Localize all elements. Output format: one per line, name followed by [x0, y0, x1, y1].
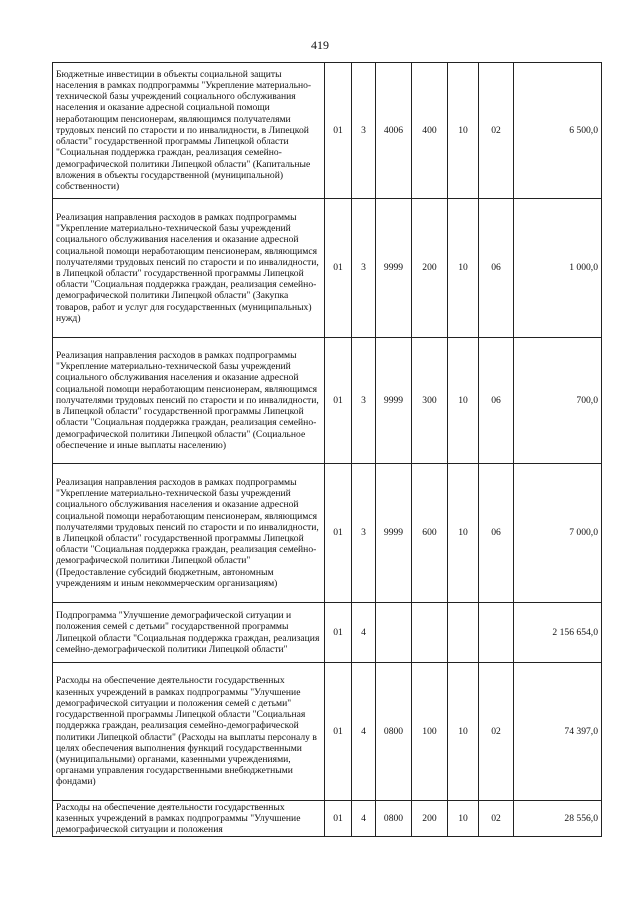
- budget-table: [52, 62, 602, 837]
- code-4: 200: [412, 801, 448, 837]
- code-6: [479, 603, 514, 663]
- code-6: 02: [479, 801, 514, 837]
- code-5: [448, 603, 479, 663]
- code-3: 9999: [376, 338, 412, 464]
- code-2: 4: [352, 663, 376, 801]
- row-description: Расходы на обеспечение деятельности государственных казенных учреждений в рамках подпрограммы "Улучшение демографической ситуации и положения: [53, 801, 325, 837]
- amount: 7 000,0: [514, 464, 602, 603]
- table-row: [53, 464, 602, 603]
- code-5: 10: [448, 338, 479, 464]
- code-1: 01: [325, 603, 352, 663]
- amount: 6 500,0: [514, 63, 602, 199]
- code-3: 0800: [376, 801, 412, 837]
- amount: 28 556,0: [514, 801, 602, 837]
- code-6: 02: [479, 663, 514, 801]
- amount: 74 397,0: [514, 663, 602, 801]
- code-2: 3: [352, 464, 376, 603]
- page-number: 419: [311, 38, 329, 52]
- code-4: 100: [412, 663, 448, 801]
- code-1: 01: [325, 338, 352, 464]
- row-description: Бюджетные инвестиции в объекты социальной защиты населения в рамках подпрограммы "Укрепление материально-технической базы учреждений социального обслуживания населения и оказание адресной социальной помощи неработающим пенсионерам, являющимся получателями трудовых пенсий по старости и по инвалидности, в Липецкой области" государственной программы Липецкой области "Социальная поддержка граждан, реализация семейно-демографической политики Липецкой области" (Капитальные вложения в объекты государственной (муниципальной) собственности): [53, 63, 325, 199]
- table-row: [53, 199, 602, 338]
- code-2: 3: [352, 338, 376, 464]
- code-4: 400: [412, 63, 448, 199]
- code-2: 3: [352, 63, 376, 199]
- code-3: [376, 603, 412, 663]
- row-description: Реализация направления расходов в рамках подпрограммы "Укрепление материально-технической базы учреждений социального обслуживания населения и оказание адресной социальной помощи неработающим пенсионерам, являющимся получателями трудовых пенсий по старости и по инвалидности, в Липецкой области" государственной программы Липецкой области "Социальная поддержка граждан, реализация семейно-демографической политики Липецкой области" (Предоставление субсидий бюджетным, автономным учреждениям и иным некоммерческим организациям): [53, 464, 325, 603]
- table-row: [53, 63, 602, 199]
- code-1: 01: [325, 464, 352, 603]
- code-6: 06: [479, 199, 514, 338]
- table-row: [53, 338, 602, 464]
- code-2: 4: [352, 801, 376, 837]
- code-1: 01: [325, 63, 352, 199]
- table-row: [53, 603, 602, 663]
- code-1: 01: [325, 663, 352, 801]
- code-4: 600: [412, 464, 448, 603]
- table-row: [53, 801, 602, 837]
- code-5: 10: [448, 663, 479, 801]
- code-5: 10: [448, 199, 479, 338]
- code-1: 01: [325, 199, 352, 338]
- amount: 2 156 654,0: [514, 603, 602, 663]
- amount: 700,0: [514, 338, 602, 464]
- row-description: Реализация направления расходов в рамках подпрограммы "Укрепление материально-технической базы учреждений социального обслуживания населения и оказание адресной социальной помощи неработающим пенсионерам, являющимся получателями трудовых пенсий по старости и по инвалидности, в Липецкой области" государственной программы Липецкой области "Социальная поддержка граждан, реализация семейно-демографической политики Липецкой области" (Закупка товаров, работ и услуг для государственных (муниципальных) нужд): [53, 199, 325, 338]
- table-row: [53, 663, 602, 801]
- code-4: 200: [412, 199, 448, 338]
- code-3: 0800: [376, 663, 412, 801]
- code-4: 300: [412, 338, 448, 464]
- code-5: 10: [448, 801, 479, 837]
- code-4: [412, 603, 448, 663]
- row-description: Реализация направления расходов в рамках подпрограммы "Укрепление материально-технической базы учреждений социального обслуживания населения и оказание адресной социальной помощи неработающим пенсионерам, являющимся получателями трудовых пенсий по старости и по инвалидности, в Липецкой области" государственной программы Липецкой области "Социальная поддержка граждан, реализация семейно-демографической политики Липецкой области" (Социальное обеспечение и иные выплаты населению): [53, 338, 325, 464]
- code-6: 02: [479, 63, 514, 199]
- code-2: 3: [352, 199, 376, 338]
- amount: 1 000,0: [514, 199, 602, 338]
- code-2: 4: [352, 603, 376, 663]
- code-5: 10: [448, 63, 479, 199]
- code-6: 06: [479, 338, 514, 464]
- code-3: 9999: [376, 199, 412, 338]
- code-6: 06: [479, 464, 514, 603]
- code-5: 10: [448, 464, 479, 603]
- code-1: 01: [325, 801, 352, 837]
- row-description: Расходы на обеспечение деятельности государственных казенных учреждений в рамках подпрограммы "Улучшение демографической ситуации и положения семей с детьми" государственной программы Липецкой области "Социальная поддержка граждан, реализация семейно-демографической политики Липецкой области" (Расходы на выплаты персоналу в целях обеспечения выполнения функций государственными (муниципальными) органами, казенными учреждениями, органами управления государственными внебюджетными фондами): [53, 663, 325, 801]
- code-3: 4006: [376, 63, 412, 199]
- row-description: Подпрограмма "Улучшение демографической ситуации и положения семей с детьми" государственной программы Липецкой области "Социальная поддержка граждан, реализация семейно-демографической политики Липецкой области": [53, 603, 325, 663]
- code-3: 9999: [376, 464, 412, 603]
